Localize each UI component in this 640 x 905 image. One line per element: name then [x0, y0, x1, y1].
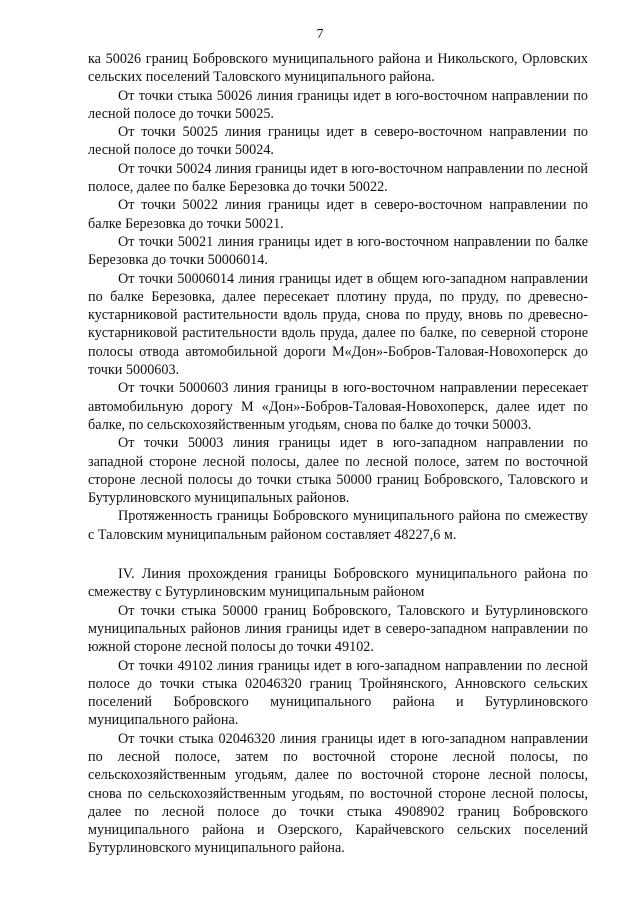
paragraph: От точки стыка 50026 линия границы идет в юго-восточном направлении по лесной полосе до точки 50025.	[88, 87, 588, 122]
paragraph: От точки 50021 линия границы идет в юго-восточном направлении по балке Березовка до точки 50006014.	[88, 233, 588, 269]
paragraph: От точки 49102 линия границы идет в юго-западном направлении по лесной полосе до точки стыка 02046320 границ Тройнянского, Анновского сельских поселений Бобровского муниципального района и Бутурлиновского муниципального района.	[88, 657, 588, 729]
paragraph: От точки 50025 линия границы идет в северо-восточном направлении по лесной полосе до точки 50024.	[88, 124, 588, 159]
paragraph: От точки 50003 линия границы идет в юго-западном направлении по западной стороне лесной полосы, далее по лесной полосе, затем по восточной стороне лесной полосы до точки стыка 50000 границ Бобровского, Таловского и Бутурлиновского муниципальных районов.	[88, 435, 588, 507]
paragraph: От точки стыка 50000 границ Бобровского, Таловского и Бутурлиновского муниципальных районов линия границы идет в северо-западном направлении по южной стороне лесной полосы до точки 49102.	[88, 602, 588, 656]
page-number: 7	[316, 27, 324, 42]
paragraph: От точки 50006014 линия границы идет в общем юго-западном направлении по балке Березовка, далее пересекает плотину пруда, по пруду, по древесно-кустарниковой растительности вдоль пруда, снова по пруду, вновь по древесно-кустарниковой растительности вдоль пруда, далее по балке, по северной стороне полосы отвода автомобильной дороги М«Дон»-Бобров-Таловая-Новохоперск до точки 5000603.	[88, 270, 588, 379]
paragraph-continuation: ка 50026 границ Бобровского муниципального района и Никольского, Орловских сельских поселений Таловского муниципального района.	[88, 51, 588, 86]
document-body	[88, 50, 588, 858]
paragraph: От точки 5000603 линия границы в юго-восточном направлении пересекает автомобильную дорогу М «Дон»-Бобров-Таловая-Новохоперск, далее идет по балке, по сельскохозяйственным угодьям, снова по балке до точки 50003.	[88, 380, 588, 433]
paragraph: От точки стыка 02046320 линия границы идет в юго-западном направлении по лесной полосе, затем по восточной стороне лесной полосы, по сельскохозяйственным угодьям, далее по восточной стороне лесной полосы, снова по сельскохозяйственным угодьям, по восточной стороне лесной полосы, далее по лесной полосе до точки стыка 4908902 границ Бобровского муниципального района и Озерского, Карайчевского сельских поселений Бутурлиновского муниципального района.	[88, 730, 588, 857]
section-heading: IV. Линия прохождения границы Бобровского муниципального района по смежеству с Бутурлиновским муниципальным районом	[88, 566, 588, 601]
paragraph: От точки 50022 линия границы идет в северо-восточном направлении по балке Березовка до точки 50021.	[88, 197, 588, 232]
paragraph: От точки 50024 линия границы идет в юго-восточном направлении по лесной полосе, далее по балке Березовка до точки 50022.	[88, 160, 588, 196]
paragraph-length-summary: Протяженность границы Бобровского муниципального района по смежеству с Таловским муниципальным районом составляет 48227,6 м.	[88, 508, 588, 543]
